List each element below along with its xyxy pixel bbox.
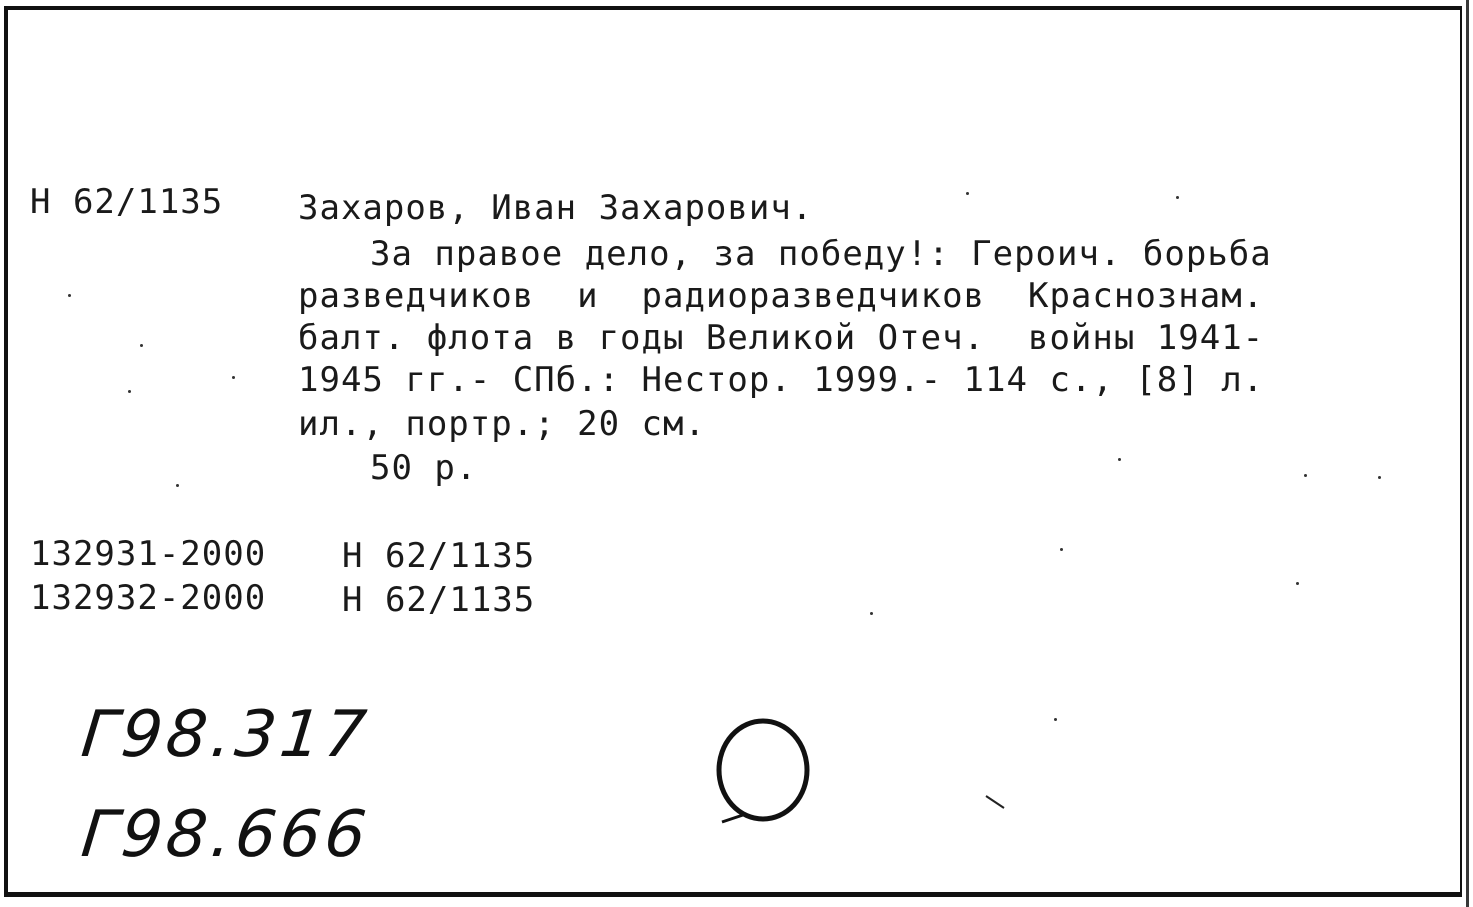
scan-speck xyxy=(1054,718,1057,721)
scan-speck xyxy=(232,376,235,379)
scan-speck xyxy=(68,294,71,297)
physical-description: ил., портр.; 20 см. xyxy=(298,404,706,444)
scan-speck xyxy=(1176,196,1179,199)
handwritten-code-1: Г98.317 xyxy=(78,698,374,772)
title-line-3: балт. флота в годы Великой Отеч. войны 1941- xyxy=(298,318,1265,358)
scan-speck xyxy=(140,344,143,347)
title-line-2: разведчиков и радиоразведчиков Краснознам. xyxy=(298,276,1265,316)
author-heading: Захаров, Иван Захарович. xyxy=(298,188,814,228)
holding-inventory-1: 132931-2000 xyxy=(30,534,267,574)
scan-speck xyxy=(1118,458,1121,461)
holding-inventory-2: 132932-2000 xyxy=(30,578,267,618)
holding-shelfmark-2: Н 62/1135 xyxy=(342,580,536,620)
card-edge-shadow xyxy=(1463,0,1473,907)
handwritten-code-2: Г98.666 xyxy=(78,798,374,872)
scan-speck xyxy=(1296,582,1299,585)
scan-speck xyxy=(1060,548,1063,551)
scan-speck xyxy=(128,390,131,393)
call-number: Н 62/1135 xyxy=(30,182,224,222)
scan-speck xyxy=(1378,476,1381,479)
scan-speck xyxy=(966,192,969,195)
circle-mark-icon xyxy=(706,712,826,842)
scan-speck xyxy=(870,612,873,615)
stray-mark xyxy=(984,792,1008,812)
holding-shelfmark-1: Н 62/1135 xyxy=(342,536,536,576)
scan-speck xyxy=(1304,474,1307,477)
price: 50 р. xyxy=(370,448,478,488)
scan-speck xyxy=(176,484,179,487)
title-line-1: За правое дело, за победу!: Героич. борьба xyxy=(370,234,1272,274)
imprint-line: 1945 гг.- СПб.: Нестор. 1999.- 114 с., [8] л. xyxy=(298,360,1265,400)
